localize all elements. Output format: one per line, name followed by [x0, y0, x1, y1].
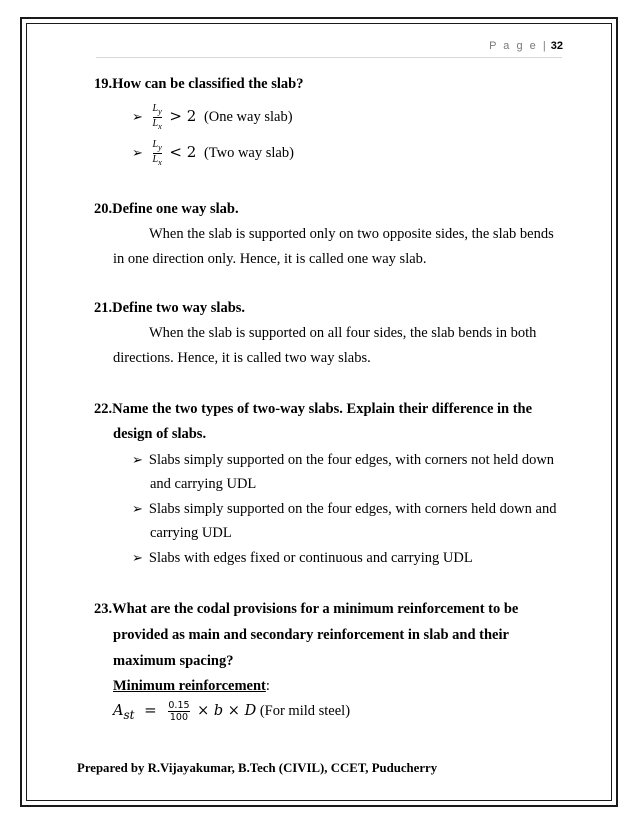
minimum-reinforcement-heading: Minimum reinforcement [113, 678, 266, 694]
question-23-title-line-3: maximum spacing? [113, 653, 234, 669]
formula-lhs: $A_{st}$ [113, 702, 135, 722]
q22-item-1: ➢ Slabs simply supported on the four edges, with corners not held down [132, 452, 555, 468]
question-21-title: 21.Define two way slabs. [94, 300, 246, 316]
question-19-title: 19.How can be classified the slab? [94, 76, 304, 92]
arrow-bullet-icon: ➢ [132, 501, 143, 516]
q21-paragraph-line-2: directions. Hence, it is called two way slabs. [113, 350, 371, 366]
q23-subheading: Minimum reinforcement: [113, 678, 270, 694]
q20-paragraph-line-2: in one direction only. Hence, it is called one way slab. [113, 251, 427, 267]
page-footer: Prepared by R.Vijayakumar, B.Tech (CIVIL), CCET, Puducherry [77, 761, 438, 775]
arrow-bullet-icon: ➢ [132, 108, 143, 124]
page-header [489, 40, 563, 52]
arrow-bullet-icon: ➢ [132, 550, 143, 565]
fraction-ly-lx: $\frac{L_y}{L_x}$ [152, 103, 162, 131]
q20-paragraph-line-1: When the slab is supported only on two opposite sides, the slab bends [149, 226, 554, 242]
page-label: P a g e [489, 40, 538, 52]
q19-item-2 [132, 139, 294, 168]
q19-item-1 [132, 103, 293, 132]
question-20-title: 20.Define one way slab. [94, 201, 239, 217]
q22-item-3: ➢ Slabs with edges fixed or continuous and carrying UDL [132, 550, 473, 566]
slab-type: (One way slab) [203, 108, 293, 125]
question-22-title-line-2: design of slabs. [113, 426, 207, 442]
header-rule [96, 57, 562, 58]
arrow-bullet-icon: ➢ [132, 144, 143, 160]
fraction-ly-lx: $\frac{L_y}{L_x}$ [152, 139, 162, 167]
q22-item-2: ➢ Slabs simply supported on the four edges, with corners held down and [132, 501, 557, 517]
formula-fraction: $\frac{0.15}{100}$ [168, 700, 190, 723]
page-separator: | [542, 40, 546, 52]
slab-type: (Two way slab) [203, 144, 294, 161]
question-23-title-line-1: 23.What are the codal provisions for a minimum reinforcement to be [94, 601, 519, 617]
formula-note: (For mild steel) [259, 702, 351, 719]
formula-equals: = [144, 700, 157, 719]
page-number: 32 [550, 40, 563, 52]
formula-rest: × b × D [197, 702, 257, 719]
question-23-title-line-2: provided as main and secondary reinforcement in slab and their [113, 627, 509, 643]
arrow-bullet-icon: ➢ [132, 452, 143, 467]
q23-formula [113, 700, 350, 723]
relation: > 2 [169, 106, 197, 125]
q22-item-2-line-2: carrying UDL [150, 525, 232, 541]
relation: < 2 [169, 142, 197, 161]
q22-item-1-line-2: and carrying UDL [150, 476, 257, 492]
question-22-title-line-1: 22.Name the two types of two-way slabs. Explain their difference in the [94, 401, 533, 417]
q21-paragraph-line-1: When the slab is supported on all four sides, the slab bends in both [149, 325, 537, 341]
